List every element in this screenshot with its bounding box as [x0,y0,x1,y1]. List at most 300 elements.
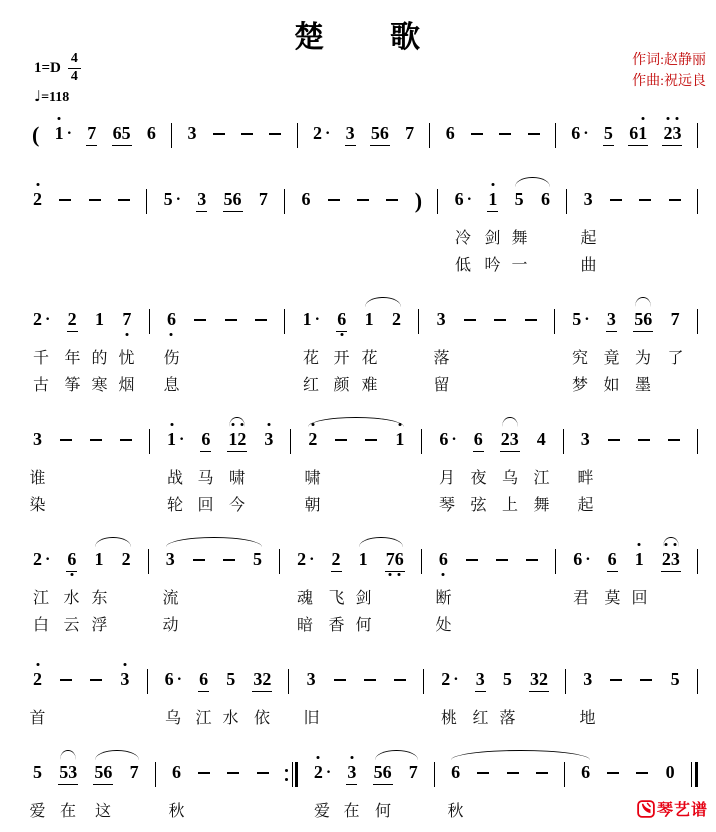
augmentation-dot: · [453,671,459,688]
note-body [358,549,369,570]
duration-dash [638,189,652,210]
lyric-syllable: 回 [631,590,648,607]
note-digit: 3 [33,429,42,449]
lyric-syllable: 夜 [470,470,487,487]
note-token [404,123,415,144]
lyric-syllable: 起 [577,497,594,514]
note-digit: 3 [606,309,616,329]
lyric-syllable: 吟 [484,257,501,274]
lyric-syllable: 月 [438,470,456,487]
lyric-syllable: 颜 [333,377,350,394]
duration-dash [525,549,539,570]
notes-row [32,174,698,223]
note-digit: 3 [120,669,129,690]
duration-dash [192,549,206,570]
barline [697,123,698,148]
note-body [54,123,65,144]
octave-dot-below [442,573,445,576]
note-body [163,189,174,210]
note-digit: 7 [122,309,131,330]
lyric-row [32,583,698,610]
lyric-syllable: 江 [195,710,212,727]
note-token [583,189,594,210]
note-body [436,309,447,330]
augmentation-dot: · [314,311,320,328]
note-token [436,309,447,330]
note-body [634,549,645,570]
octave-dot-below [340,333,343,336]
note-digit: 2 [538,669,548,689]
lyric-syllable: 红 [472,710,489,727]
duration-dash [524,309,538,330]
note-body [606,309,617,332]
octave-dot-above [267,423,270,426]
lyric-syllable: 了 [667,350,684,367]
note-token [634,549,645,570]
barline [171,123,172,148]
note-digit: 6 [382,762,392,782]
note-body [662,123,682,146]
note-token [166,429,184,450]
note-body [370,123,390,146]
duration-dash [393,669,407,690]
note-digit: 2 [314,762,323,783]
barline [697,309,698,334]
note-digit: 4 [536,429,546,449]
note-token [580,762,591,783]
lyric-syllable: 依 [253,710,271,727]
duration-dash [606,762,620,783]
note-body [32,549,43,570]
note-body [32,189,43,210]
note-digit: 3 [347,762,356,783]
note-digit: 3 [475,669,485,689]
note-body [32,762,43,783]
slur-arc [229,417,244,427]
lyric-syllable: 琴 [438,497,456,514]
note-digit: 5 [670,669,680,689]
note-body [572,549,583,570]
key-signature: 1=D [34,59,61,76]
lyric-syllable: 曲 [580,257,597,274]
note-body [129,762,140,783]
note-body [198,669,209,692]
note-body [438,429,449,450]
slur-arc [663,537,678,547]
octave-dot-above [58,117,61,120]
note-digit: 7 [129,762,139,782]
note-token [164,669,182,690]
quarter-note-icon: ♩ [34,87,42,106]
note-body [570,123,581,144]
note-digit: 2 [312,123,322,143]
octave-dot-below [398,573,401,576]
note-body [404,123,415,144]
lyric-syllable: 云 [63,617,80,634]
note-body [32,429,43,450]
note-token [500,429,520,452]
note-digit: 6 [199,669,209,689]
augmentation-dot: · [583,125,589,142]
note-digit: 5 [33,762,42,782]
note-token [670,669,681,690]
lyric-row [29,796,698,823]
note-digit: 2 [331,549,341,569]
lyric-syllable: 剑 [355,590,372,607]
note-body [408,762,419,783]
note-digit: 1 [364,309,374,329]
note-body [475,669,486,692]
augmentation-dot: · [451,431,457,448]
note-digit: 6 [454,189,464,209]
note-token [307,429,318,450]
note-token [94,309,105,330]
lyric-syllable: 千 [32,350,50,367]
note-token [166,309,177,330]
note-token [300,189,311,210]
duration-dash [226,762,240,783]
note-body [500,429,520,452]
lyric-syllable: 如 [603,377,620,394]
note-digit: 6 [571,123,581,143]
duration-dash [333,669,347,690]
note-digit: 3 [671,549,680,570]
lyric-syllable: 流 [162,590,179,607]
octave-dot-above [170,423,173,426]
augmentation-dot: · [45,551,51,568]
note-token [487,189,498,212]
augmentation-dot: · [175,191,181,208]
barline [565,669,566,694]
lyric-row [32,610,698,637]
note-token [32,429,43,450]
lyric-syllable: 何 [374,803,392,820]
note-token [603,123,614,146]
note-digit: 5 [223,189,233,209]
note-body [487,189,498,212]
note-digit: 5 [373,762,383,782]
note-digit: 3 [187,123,197,143]
barline [697,549,698,574]
note-token [32,669,43,690]
note-digit: 5 [121,123,131,143]
lyric-syllable: 秋 [168,803,185,820]
note-token [536,429,547,450]
note-digit: 7 [386,549,395,570]
duration-dash [476,762,490,783]
lyric-syllable: 难 [361,377,378,394]
barline [155,762,156,787]
note-digit: 1 [95,309,104,329]
augmentation-dot: · [176,671,182,688]
note-body [514,189,525,210]
octave-dot-above [641,117,644,120]
note-token [445,123,456,144]
note-digit: 6 [439,549,448,570]
note-body [252,549,263,570]
duration-dash [639,669,653,690]
note-digit: 2 [121,549,131,569]
note-digit: 1 [167,429,176,450]
duration-dash [637,429,651,450]
note-token [296,549,314,570]
notes-row [32,654,698,703]
final-bar-thick [695,762,698,787]
note-body [440,669,451,690]
lyricist-credit: 作词:赵静丽 [632,53,706,68]
note-body [583,189,594,210]
lyric-syllable: 古 [32,377,50,394]
note-body [391,309,402,330]
note-token [385,549,405,572]
note-body [121,549,132,570]
lyric-syllable: 处 [435,617,452,634]
barline [554,309,555,334]
note-digit: 1 [228,429,237,450]
barline [697,189,698,214]
note-token [661,549,681,572]
duration-dash [463,309,477,330]
note-token [66,549,77,572]
note-body [227,429,247,452]
note-digit: 5 [514,189,524,209]
lyric-row [32,343,698,370]
note-digit: 5 [59,762,69,782]
note-digit: 5 [370,123,380,143]
lyric-syllable: 竟 [603,350,620,367]
note-body [607,549,618,572]
lyric-syllable: 回 [197,497,214,514]
note-body [540,189,551,210]
lyric-syllable: 息 [163,377,180,394]
barline [563,429,564,454]
note-body [300,189,311,210]
note-token [32,762,43,783]
qinyipu-logo-text: 琴艺谱 [656,802,708,819]
note-digit: 5 [634,309,644,329]
note-body [112,123,132,146]
note-token [336,309,347,332]
repeat-bar-thin [292,762,293,787]
note-digit: 2 [33,669,42,690]
duration-dash [607,429,621,450]
lyric-syllable: 弦 [470,497,487,514]
lyric-syllable: 为 [634,350,652,367]
note-token [331,549,342,572]
note-body [86,123,97,146]
notes-row [32,294,698,343]
lyric-syllable: 起 [580,230,597,247]
note-digit: 7 [408,762,418,782]
note-token [502,669,513,690]
lyric-syllable: 动 [162,617,179,634]
barline [284,189,285,214]
lyric-syllable: 在 [59,803,77,820]
note-digit: 1 [635,549,644,570]
note-digit: 2 [33,549,42,569]
close-paren: ) [414,188,423,213]
note-token [32,189,43,210]
note-digit: 2 [297,549,307,569]
note-digit: 5 [163,189,173,209]
note-body [67,309,78,332]
duration-dash [256,762,270,783]
note-digit: 2 [663,123,672,144]
lyric-syllable: 寒 [91,377,108,394]
barline [423,669,424,694]
note-body [580,762,591,783]
note-digit: 2 [662,549,671,570]
note-body [200,429,211,452]
lyric-syllable: 江 [533,470,550,487]
note-body [186,123,197,144]
lyric-syllable: 香 [328,617,345,634]
music-line [32,294,698,397]
note-digit: 5 [502,669,512,689]
note-token [514,189,525,210]
note-digit: 3 [264,429,273,450]
note-digit: 5 [603,123,613,143]
lyric-syllable: 水 [222,710,239,727]
duration-dash [527,123,541,144]
note-digit: 2 [308,429,317,450]
note-token [473,429,484,452]
key-signature-block [34,52,81,106]
note-body [58,762,78,785]
duration-dash [506,762,520,783]
note-body [171,762,182,783]
note-body [331,549,342,572]
note-token [302,309,320,330]
note-digit: 3 [580,429,590,449]
note-token [186,123,197,144]
note-token [58,762,78,785]
note-token [364,309,375,330]
note-digit: 6 [395,549,404,570]
barline [290,429,291,454]
duration-dash [493,309,507,330]
lyric-syllable: 伤 [163,350,180,367]
lyric-syllable: 莫 [604,590,621,607]
note-body [394,429,405,450]
note-digit: 3 [253,669,263,689]
duration-dash [327,189,341,210]
music-line [29,414,698,517]
octave-dot-above [317,756,320,759]
lyric-syllable: 墨 [634,377,652,394]
note-token [628,123,648,146]
lyric-syllable: 花 [302,350,320,367]
note-token [129,762,140,783]
note-body [603,123,614,146]
barline [429,123,430,148]
augmentation-dot: · [466,191,473,208]
note-token [67,309,78,332]
lyric-syllable: 飞 [328,590,345,607]
note-body [296,549,307,570]
note-token [450,762,461,783]
note-body [252,669,272,692]
note-body [66,549,77,572]
note-digit: 6 [301,189,311,209]
barline [566,189,567,214]
note-body [32,309,43,330]
note-digit: 6 [573,549,583,569]
note-token [438,549,449,570]
note-body [165,549,176,570]
note-token [438,429,456,450]
lyric-syllable: 落 [499,710,516,727]
note-digit: 3 [197,189,207,209]
lyric-syllable: 红 [302,377,320,394]
music-area [0,104,716,823]
note-body [445,123,456,144]
duration-dash [668,189,682,210]
note-token [570,123,588,144]
duration-dash [364,429,378,450]
lyric-syllable: 留 [433,377,450,394]
notes-row [32,108,698,157]
note-digit: 6 [232,189,242,209]
composer-credit: 作曲:祝远良 [632,74,706,89]
lyric-row [29,703,698,730]
repeat-barline [285,762,298,787]
note-body [385,549,405,572]
note-digit: 2 [67,309,77,329]
lyric-syllable: 烟 [118,377,135,394]
note-body [313,762,324,783]
note-digit: 3 [345,123,355,143]
note-digit: 6 [445,123,455,143]
time-signature: 4 4 [68,52,81,84]
repeat-dots [285,769,288,781]
note-digit: 6 [379,123,389,143]
lyric-row [32,223,698,250]
lyric-row [29,463,698,490]
sheet-header [0,0,716,104]
note-body [306,669,317,690]
note-body [121,309,132,330]
note-digit: 3 [306,669,316,689]
note-digit: 7 [670,309,680,329]
augmentation-dot: · [584,311,590,328]
note-body [670,669,681,690]
note-digit: 7 [258,189,268,209]
octave-dot-above [491,183,494,186]
note-token [306,669,317,690]
lyric-syllable: 一 [511,257,528,274]
barline [418,309,419,334]
note-token [670,309,681,330]
note-token [540,189,551,210]
lyric-syllable: 东 [91,590,108,607]
barline [421,549,422,574]
augmentation-dot: · [585,551,591,568]
duration-dash [535,762,549,783]
note-digit: 5 [226,669,236,689]
note-body [94,549,105,570]
duration-dash [88,189,102,210]
note-token [394,429,405,450]
note-token [582,669,593,690]
note-token [572,549,590,570]
note-token [408,762,419,783]
note-body [258,189,269,210]
duration-dash [117,189,131,210]
duration-dash [89,429,103,450]
note-digit: 2 [33,189,42,210]
barline [437,189,438,214]
